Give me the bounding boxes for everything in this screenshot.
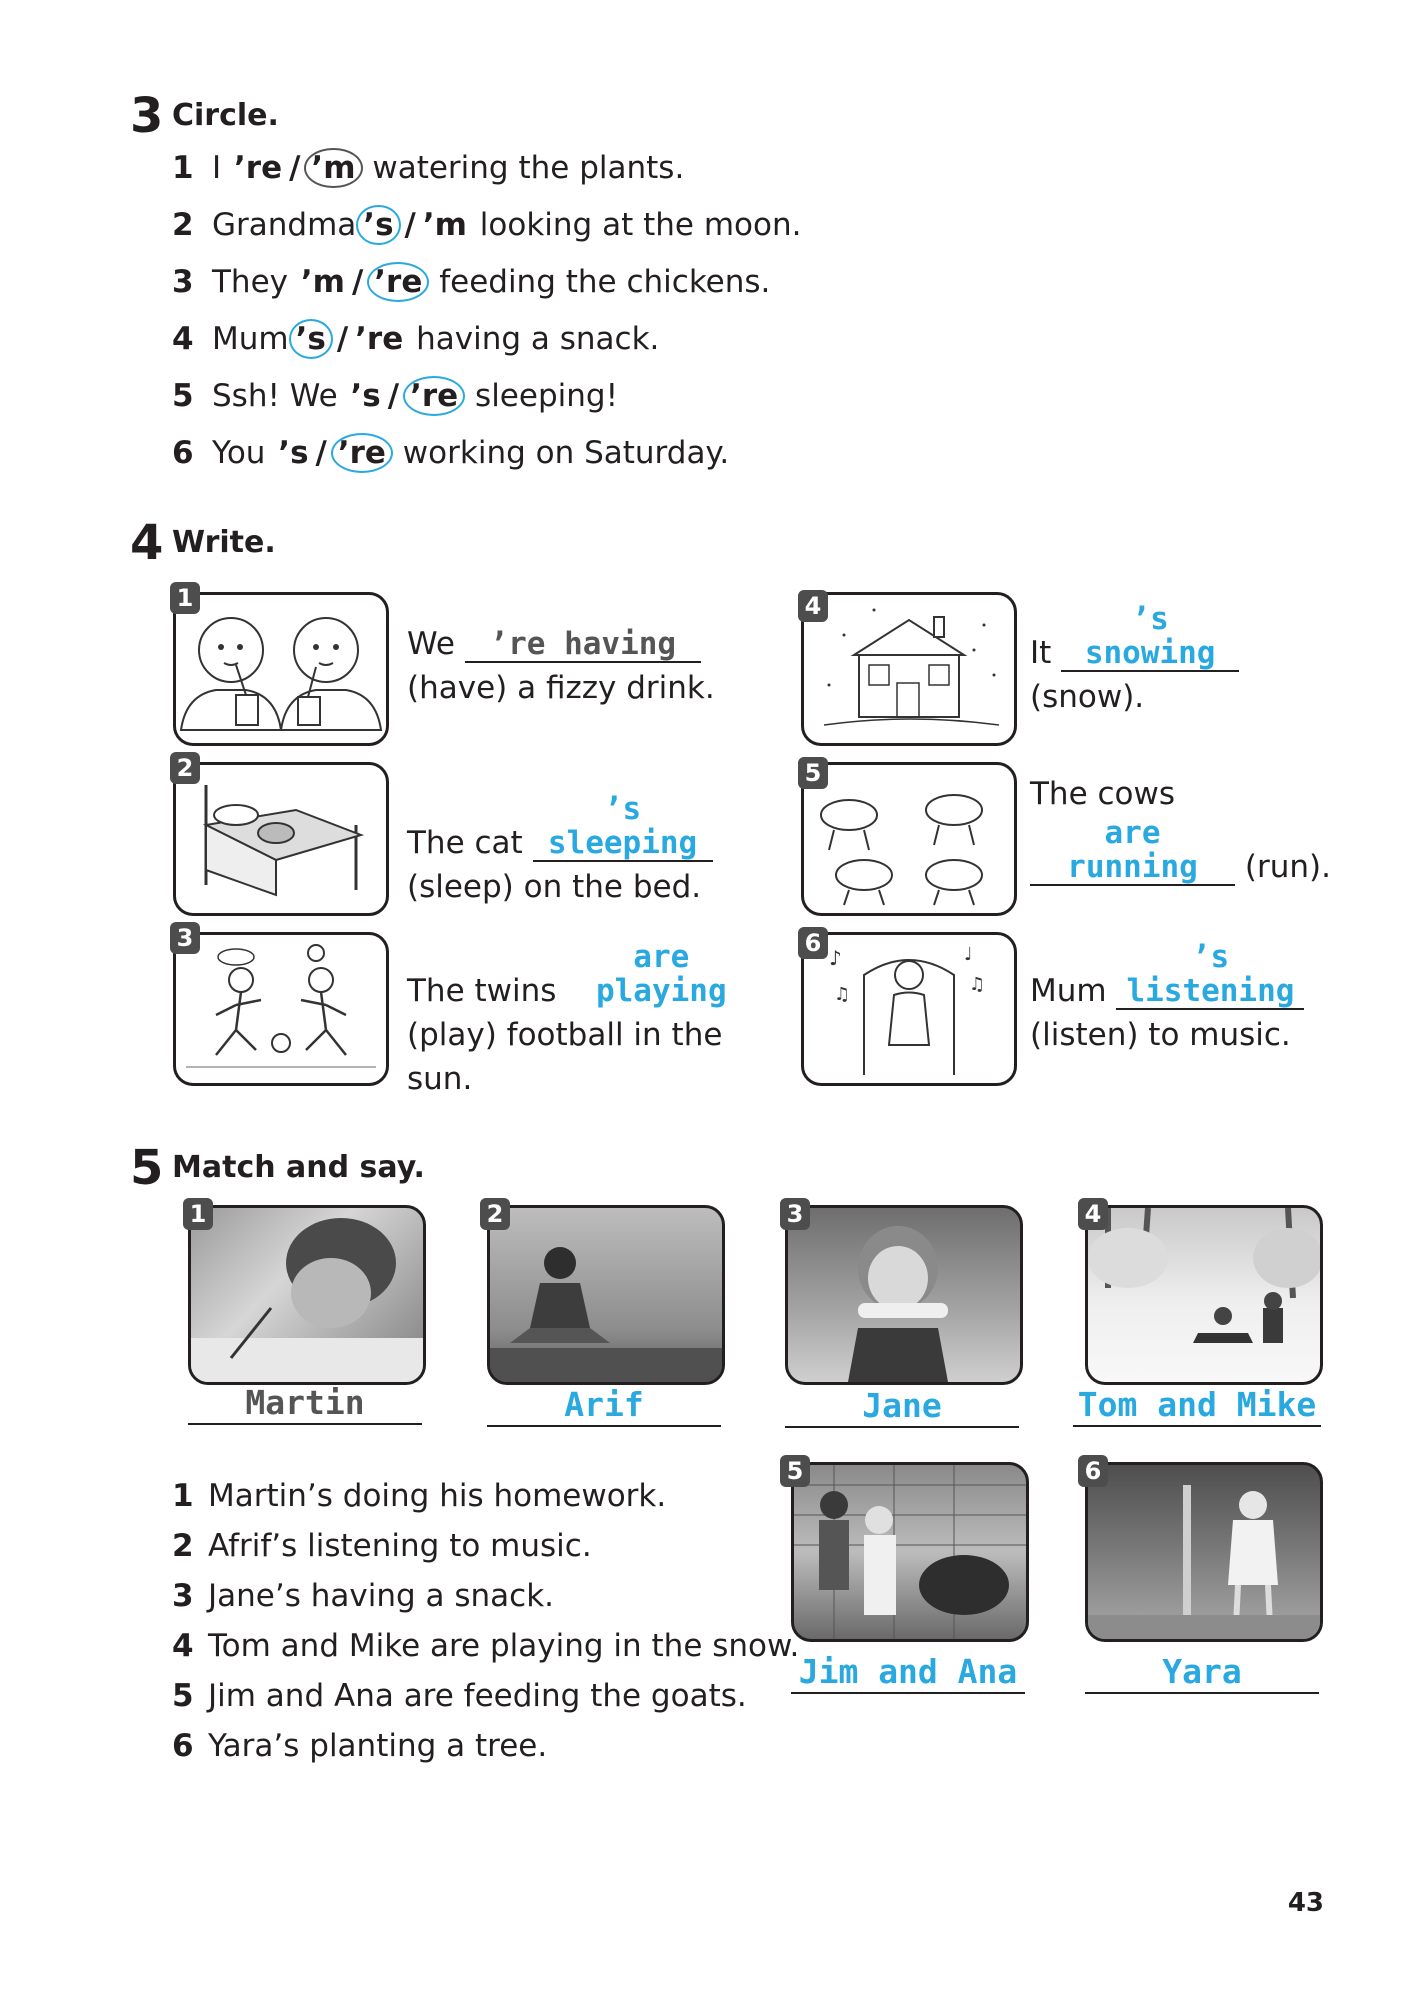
circle-item	[172, 376, 618, 416]
picture-badge-4: 4	[798, 590, 828, 622]
photo-badge-6: 6	[1078, 1455, 1108, 1487]
circle-item-number: 6	[172, 435, 194, 471]
match-sentence-text: Martin’s doing his homework.	[208, 1478, 667, 1514]
circle-item-number: 2	[172, 207, 194, 243]
match-sentence-number: 2	[172, 1528, 194, 1564]
photo-name-2[interactable]: Arif	[487, 1385, 721, 1427]
match-sentence-number: 1	[172, 1478, 194, 1514]
picture-twins-football	[173, 932, 389, 1086]
photo-name-4[interactable]: Tom and Mike	[1073, 1385, 1321, 1427]
circle-item	[172, 148, 684, 188]
girl-tree-photo	[1088, 1465, 1320, 1639]
photo-girl-tree	[1085, 1462, 1323, 1642]
option-a[interactable]: ’m	[300, 264, 345, 300]
circle-item	[172, 433, 729, 473]
circle-item-post: having a snack.	[406, 321, 660, 357]
write-item-2-hint: (sleep) on the bed.	[407, 869, 702, 905]
circle-item-pre: Grandma	[212, 207, 357, 243]
circle-item-number: 5	[172, 378, 194, 414]
circle-item	[172, 262, 770, 302]
picture-cows-running	[801, 762, 1017, 916]
write-item-6	[1030, 940, 1304, 1057]
write-item-5-hint: (run).	[1235, 849, 1331, 885]
option-slash: /	[336, 321, 349, 357]
match-sentence-text: Afrif’s listening to music.	[208, 1528, 592, 1564]
snowy-house-illustration	[804, 595, 1014, 743]
photo-badge-3: 3	[780, 1198, 810, 1230]
photo-name-6[interactable]: Yara	[1085, 1652, 1319, 1694]
match-sentence-text: Yara’s planting a tree.	[208, 1728, 548, 1764]
circle-item-post: feeding the chickens.	[429, 264, 771, 300]
match-sentence	[172, 1628, 799, 1664]
photo-boy-music	[487, 1205, 725, 1385]
write-item-5-text: The cows	[1030, 776, 1176, 812]
option-b[interactable]: ’re	[331, 433, 393, 473]
kids-drinking-illustration	[176, 595, 386, 743]
write-item-4-text: It	[1030, 635, 1062, 671]
photo-badge-2: 2	[480, 1198, 510, 1230]
photo-name-3[interactable]: Jane	[785, 1386, 1019, 1428]
match-sentence-number: 6	[172, 1728, 194, 1764]
write-item-5	[1030, 772, 1331, 889]
circle-item-pre: You	[212, 435, 276, 471]
circle-item-pre: I	[212, 150, 231, 186]
write-item-1-hint: (have) a fizzy drink.	[407, 670, 715, 706]
circle-item-post: looking at the moon.	[469, 207, 802, 243]
picture-badge-3: 3	[170, 922, 200, 954]
photo-boys-snow	[1085, 1205, 1323, 1385]
write-item-5-answer[interactable]: are running	[1030, 816, 1235, 886]
write-item-4-answer[interactable]: ’s snowing	[1061, 602, 1239, 672]
circle-item-pre: Ssh! We	[212, 378, 348, 414]
section-3-title: Circle.	[172, 98, 279, 133]
section-5-number: 5	[130, 1140, 164, 1196]
write-item-2-answer[interactable]: ’s sleeping	[533, 792, 713, 862]
match-sentence	[172, 1478, 666, 1514]
section-5-title: Match and say.	[172, 1150, 425, 1185]
photo-badge-4: 4	[1078, 1198, 1108, 1230]
picture-kids-drinking	[173, 592, 389, 746]
write-item-3-hint: (play) football in the	[407, 1017, 723, 1053]
write-item-3-hint-cont: sun.	[407, 1061, 473, 1097]
boy-music-photo	[490, 1208, 722, 1382]
picture-cat-bed	[173, 762, 389, 916]
match-sentence	[172, 1728, 547, 1764]
picture-mum-music	[801, 932, 1017, 1086]
cat-bed-illustration	[176, 765, 386, 913]
photo-name-1[interactable]: Martin	[188, 1383, 422, 1425]
option-slash: /	[315, 435, 327, 471]
match-sentence	[172, 1528, 592, 1564]
svg-text:♪: ♪	[829, 946, 842, 970]
circle-item-pre: Mum	[212, 321, 289, 357]
circle-item-post: sleeping!	[465, 378, 618, 414]
option-a[interactable]: ’s	[289, 319, 333, 359]
match-sentence-text: Jane’s having a snack.	[208, 1578, 554, 1614]
boys-snow-photo	[1088, 1208, 1320, 1382]
write-item-1-answer[interactable]: ’re having	[465, 627, 701, 663]
write-item-6-answer[interactable]: ’s listening	[1116, 940, 1304, 1010]
picture-badge-5: 5	[798, 757, 828, 789]
circle-item-number: 3	[172, 264, 194, 300]
match-sentence	[172, 1678, 747, 1714]
match-sentence-number: 5	[172, 1678, 194, 1714]
option-b[interactable]: ’m	[422, 207, 467, 243]
match-sentence-text: Jim and Ana are feeding the goats.	[208, 1678, 747, 1714]
match-sentence-text: Tom and Mike are playing in the snow.	[208, 1628, 800, 1664]
girl-snack-photo	[788, 1208, 1020, 1382]
write-item-1	[407, 622, 715, 710]
write-item-6-text: Mum	[1030, 973, 1117, 1009]
write-item-1-text: We	[407, 626, 465, 662]
picture-badge-6: 6	[798, 927, 828, 959]
circle-item-number: 1	[172, 150, 194, 186]
photo-boy-homework	[188, 1205, 426, 1385]
svg-text:♫: ♫	[834, 984, 851, 1005]
option-b[interactable]: ’re	[355, 321, 404, 357]
photo-kids-goats	[791, 1462, 1029, 1642]
match-sentence-number: 3	[172, 1578, 194, 1614]
match-sentence	[172, 1578, 554, 1614]
boy-homework-photo	[191, 1208, 423, 1382]
cows-running-illustration	[804, 765, 1014, 913]
write-item-3-text: The twins	[407, 973, 567, 1009]
match-sentence-number: 4	[172, 1628, 194, 1664]
section-4-title: Write.	[172, 525, 276, 560]
photo-name-5[interactable]: Jim and Ana	[791, 1652, 1025, 1694]
picture-badge-2: 2	[170, 752, 200, 784]
option-slash: /	[289, 150, 301, 186]
page-number: 43	[1287, 1888, 1324, 1918]
option-a[interactable]: ’re	[234, 150, 283, 186]
write-item-2	[407, 792, 713, 909]
option-a[interactable]: ’s	[356, 205, 400, 245]
option-slash: /	[351, 264, 364, 300]
twins-football-illustration	[176, 935, 386, 1083]
write-item-2-text: The cat	[407, 825, 533, 861]
option-b[interactable]: ’re	[367, 262, 429, 302]
write-item-3	[407, 940, 756, 1101]
photo-badge-1: 1	[183, 1198, 213, 1230]
write-item-3-answer[interactable]: are playing	[595, 939, 727, 1009]
circle-item-post: working on Saturday.	[392, 435, 730, 471]
picture-badge-1: 1	[170, 582, 200, 614]
photo-girl-snack	[785, 1205, 1023, 1385]
write-item-4-hint: (snow).	[1030, 679, 1145, 715]
option-slash: /	[404, 207, 416, 243]
svg-text:♫: ♫	[969, 974, 986, 995]
circle-item	[172, 319, 659, 359]
photo-badge-5: 5	[780, 1455, 810, 1487]
circle-item	[172, 205, 801, 245]
circle-item-number: 4	[172, 321, 194, 357]
kids-goats-photo	[794, 1465, 1026, 1639]
section-4-number: 4	[130, 515, 164, 571]
option-b[interactable]: ’m	[304, 148, 362, 188]
option-slash: /	[387, 378, 400, 414]
write-item-4	[1030, 602, 1239, 719]
option-a[interactable]: ’s	[350, 378, 381, 414]
section-3-number: 3	[130, 88, 164, 144]
circle-item-pre: They	[212, 264, 298, 300]
picture-snowy-house	[801, 592, 1017, 746]
circle-item-post: watering the plants.	[362, 150, 685, 186]
svg-text:♩: ♩	[964, 944, 973, 965]
option-a[interactable]: ’s	[278, 435, 309, 471]
mum-music-illustration	[804, 935, 1014, 1083]
option-b[interactable]: ’re	[403, 376, 465, 416]
write-item-6-hint: (listen) to music.	[1030, 1017, 1291, 1053]
